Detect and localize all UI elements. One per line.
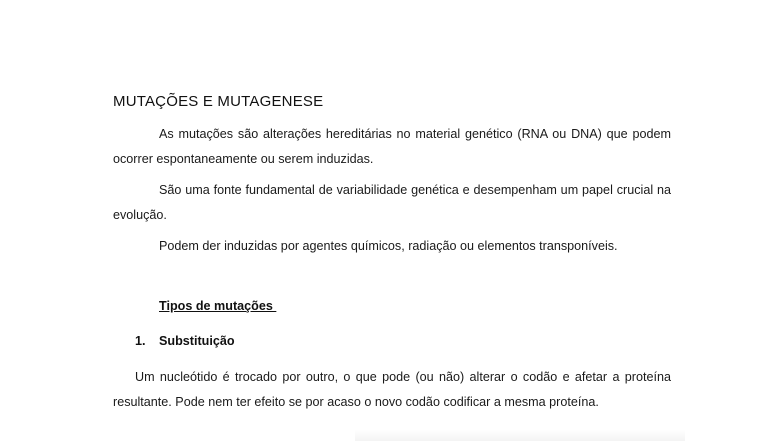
- paragraph-mutations-definition: As mutações são alterações hereditárias no material genético (RNA ou DNA) que podem ocorrer espontaneamente ou serem induzidas.: [113, 127, 671, 166]
- paragraph-variability: São uma fonte fundamental de variabilidade genética e desempenham um papel crucial na evolução.: [113, 183, 671, 222]
- list-item-substitution: [135, 334, 235, 348]
- paragraph-induction: Podem der induzidas por agentes químicos, radiação ou elementos transponíveis.: [159, 239, 618, 253]
- section-heading-mutation-types: Tipos de mutações: [159, 299, 277, 313]
- list-item-number: 1.: [135, 334, 146, 348]
- page-edge-shading: [355, 430, 685, 441]
- document-title: MUTAÇÕES E MUTAGENESE: [113, 93, 324, 110]
- list-item-label: Substituição: [159, 334, 235, 348]
- paragraph-substitution: Um nucleótido é trocado por outro, o que pode (ou não) alterar o codão e afetar a proteína resultante. Pode nem ter efeito se por acaso o novo codão codificar a mesma proteína.: [113, 370, 671, 409]
